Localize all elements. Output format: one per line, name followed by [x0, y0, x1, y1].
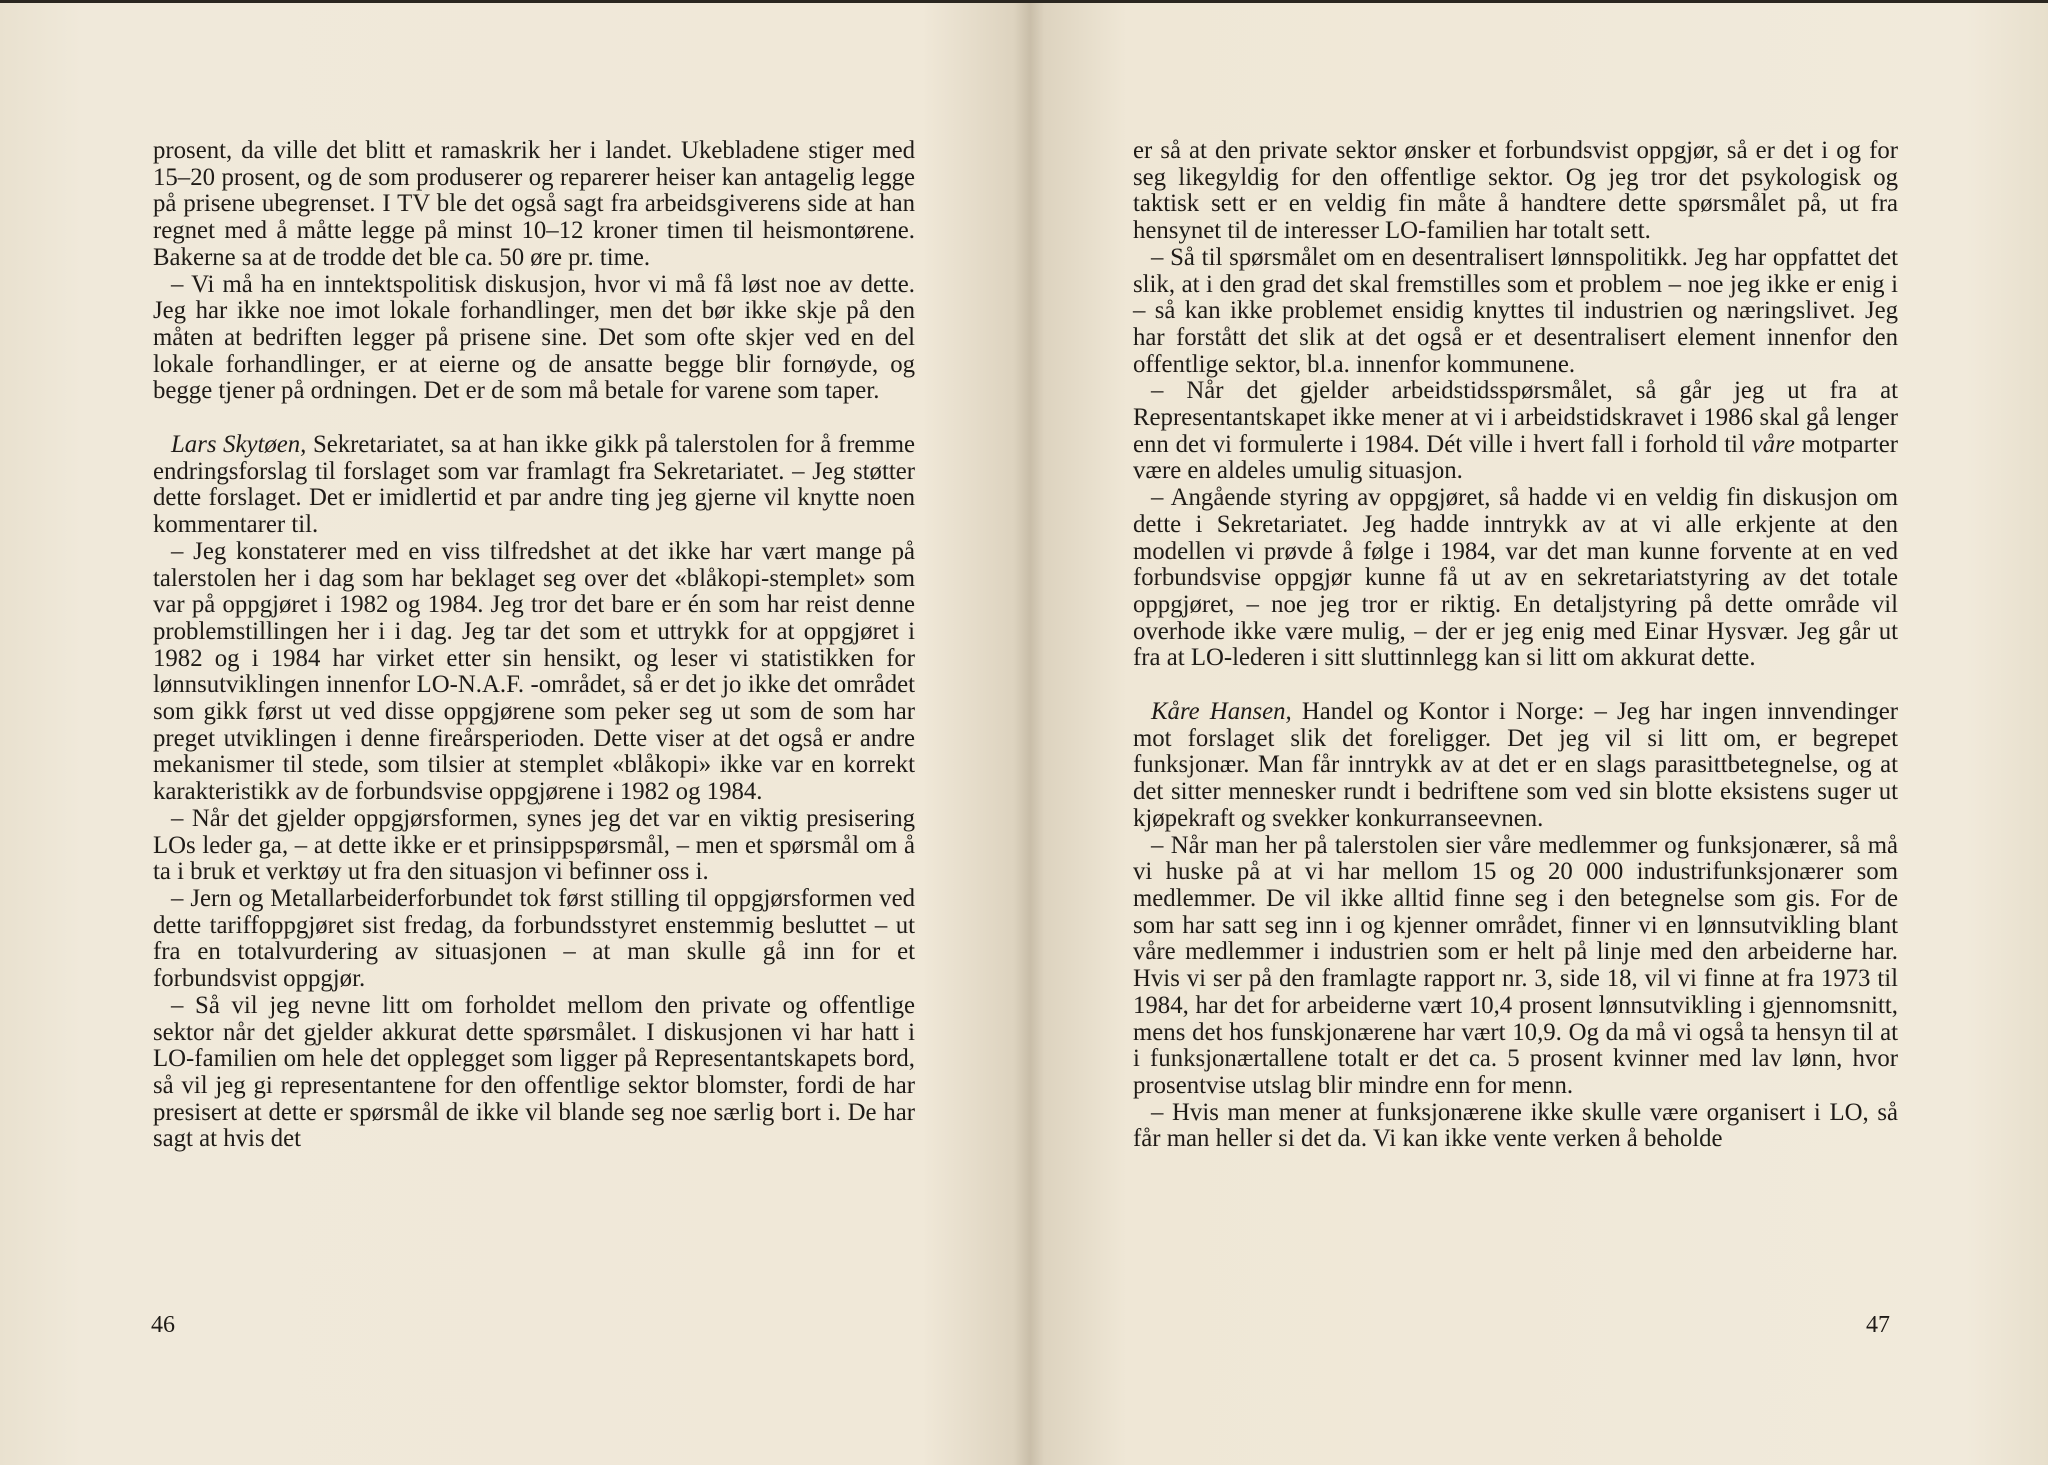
page-number-right: 47 — [1866, 1312, 1890, 1338]
paragraph: er så at den private sektor ønsker et forbundsvist oppgjør, så er det i og for seg likegyldig for den offentlige sektor. Og jeg tror det psykologisk og taktisk sett er en veldig fin måte å handtere dette spørsmålet på, ut fra hensynet til de interesser LO-familien har totalt sett. — [1133, 137, 1898, 245]
paragraph-text: motparter være en aldeles umulig situasjon. — [1133, 430, 1898, 485]
paragraph — [153, 432, 915, 539]
paragraph: – Så vil jeg nevne litt om forholdet mellom den private og offentlige sektor når det gjelder akkurat dette spørsmålet. I diskusjonen vi har hatt i LO-familien om hele det opplegget som ligger på Representantskapets bord, så vil jeg gi representantene for den offentlige sektor blomster, fordi de har presisert at dette er spørsmål de ikke vil blande seg noe særlig bort i. De har sagt at hvis det — [153, 991, 915, 1153]
paragraph — [1133, 699, 1898, 833]
emphasis: våre — [1751, 430, 1795, 458]
paragraph: prosent, da ville det blitt et ramaskrik her i landet. Ukebladene stiger med 15–20 prosent, og de som produserer og reparerer heiser kan antagelig legge på prisene ubegrenset. I TV ble det også sagt fra arbeidsgiverens side at han regnet med å måtte legge på minst 10–12 kroner timen til heismontørene. Bakerne sa at de trodde det ble ca. 50 øre pr. time. — [153, 137, 915, 271]
paragraph: – Angående styring av oppgjøret, så hadde vi en veldig fin diskusjon om dette i Sekretariatet. Jeg hadde inntrykk av at vi alle erkjente at den modellen vi prøvde å følge i 1984, var det man kunne forvente at en ved forbundsvise oppgjør kunne få ut av en sekretariatstyring av det totale oppgjøret, – noe jeg tror er riktig. En detaljstyring på dette område vil overhode ikke være mulig, – der er jeg enig med Einar Hysvær. Jeg går ut fra at LO-lederen i sitt sluttinnlegg kan si litt om akkurat dette. — [1133, 484, 1898, 672]
speaker-name: Kåre Hansen, — [1151, 698, 1292, 726]
speaker-name: Lars Skytøen, — [171, 431, 307, 459]
left-page-text — [153, 138, 915, 1153]
paragraph: – Når man her på talerstolen sier våre medlemmer og funksjonærer, så må vi huske på at vi har mellom 15 og 20 000 industrifunksjonærer som medlemmer. De vil ikke alltid finne seg i den betegnelse som gis. For de som har satt seg inn i og kjenner området, finner vi en lønnsutvikling blant våre medlemmer i industrien som er helt på linje med den arbeiderne har. Hvis vi ser på den framlagte rapport nr. 3, side 18, vil vi finne at fra 1973 til 1984, har det for arbeiderne vært 10,4 prosent lønnsutvikling i gjennomsnitt, mens det hos funskjonærene har vært 10,9. Og da må vi også ta hensyn til at i funksjonærtallene totalt er det ca. 5 prosent kvinner med lav lønn, hvor prosentvise utslag blir mindre enn for menn. — [1133, 831, 1898, 1099]
paragraph-text: – Når det gjelder arbeidstidsspørsmålet, så går jeg ut fra at Representantskapet ikke mener at vi i arbeidstidskravet i 1986 skal gå lenger enn det vi formulerte i 1984. Dét ville i hvert fall i forhold til — [1133, 377, 1898, 458]
paragraph: – Hvis man mener at funksjonærene ikke skulle være organisert i LO, så får man heller si det da. Vi kan ikke vente verken å beholde — [1133, 1098, 1898, 1153]
page-number-left: 46 — [151, 1312, 175, 1338]
top-edge — [0, 0, 2048, 3]
paragraph: – Når det gjelder oppgjørsformen, synes jeg det var en viktig presisering LOs leder ga, – at dette ikke er et prinsippspørsmål, – men et spørsmål om å ta i bruk et verktøy ut fra den situasjon vi befinner oss i. — [153, 804, 915, 886]
paragraph: – Jern og Metallarbeiderforbundet tok først stilling til oppgjørsformen ved dette tariffoppgjøret sist fredag, da forbundsstyret enstemmig besluttet – ut fra en totalvurdering av situasjonen – at man skulle gå inn for et forbundsvist oppgjør. — [153, 884, 915, 993]
paragraph: – Vi må ha en inntektspolitisk diskusjon, hvor vi må få løst noe av dette. Jeg har ikke noe imot lokale forhandlinger, men det bør ikke skje på den måten at bedriften legger på prisene sine. Det som ofte skjer ved en del lokale forhandlinger, er at eierne og de ansatte begge blir fornøyde, og begge tjener på ordningen. Det er de som må betale for varene som taper. — [153, 270, 915, 405]
paragraph: – Så til spørsmålet om en desentralisert lønnspolitikk. Jeg har oppfattet det slik, at i den grad det skal fremstilles som et problem – noe jeg ikke er enig i – så kan ikke problemet ensidig knyttes til industrien og næringslivet. Jeg har forstått det slik at det også er et desentralisert element innenfor den offentlige sektor, bl.a. innenfor kommunene. — [1133, 243, 1898, 378]
paragraph — [1133, 378, 1898, 485]
paragraph: – Jeg konstaterer med en viss tilfredshet at det ikke har vært mange på talerstolen her i dag som har beklaget seg over det «blåkopi-stemplet» som var på oppgjøret i 1982 og 1984. Jeg tror det bare er én som har reist denne problemstillingen her i i dag. Jeg tar det som et uttrykk for at oppgjøret i 1982 og i 1984 har virket etter sin hensikt, og leser vi statistikken for lønnsutviklingen innenfor LO-N.A.F. -området, så er det jo ikke det området som gikk først ut ved disse oppgjørene som peker seg ut som de som har preget utviklingen i denne fireårsperioden. Dette viser at det også er andre mekanismer til stede, som tilsier at stemplet «blåkopi» ikke var en korrekt karakteristikk av de forbundsvise oppgjørene i 1982 og 1984. — [153, 537, 915, 806]
paragraph-text: Sekretariatet, sa at han ikke gikk på talerstolen for å fremme endringsforslag til forslaget som var framlagt fra Sekretariatet. – Jeg støtter dette forslaget. Det er imidlertid et par andre ting jeg gjerne vil knytte noen kommentarer til. — [153, 431, 915, 539]
paragraph-text: Handel og Kontor i Norge: – Jeg har ingen innvendinger mot forslaget slik det foreligger. Det jeg vil si litt om, er begrepet funksjonær. Man får inntrykk av at det er en slags parasittbetegnelse, og at det sitter mennesker rundt i bedriftene som ved sin blotte eksistens suger ut kjøpekraft og svekker konkurranseevnen. — [1133, 698, 1898, 832]
right-page-text — [1133, 138, 1898, 1153]
